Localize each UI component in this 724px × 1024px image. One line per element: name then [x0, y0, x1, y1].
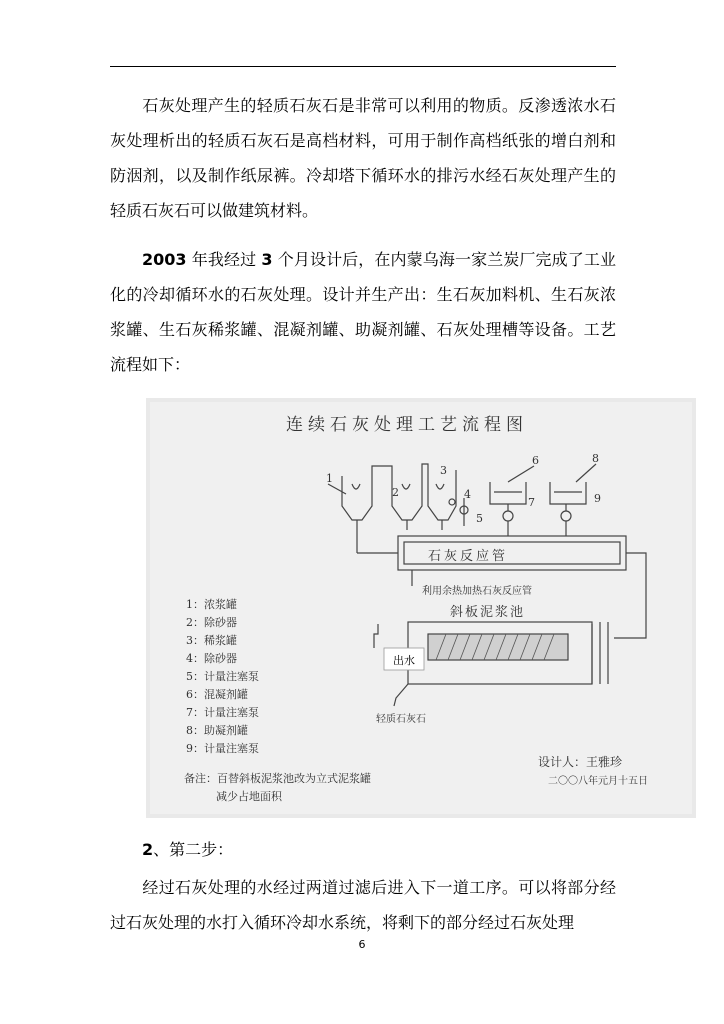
number-2: 2 — [392, 486, 399, 499]
legend-2: 2：除砂器 — [186, 616, 237, 629]
paragraph-project — [110, 242, 616, 382]
legend-6: 6：混凝剂罐 — [186, 688, 248, 701]
number-4: 4 — [464, 488, 471, 501]
paragraph-step-two — [110, 870, 616, 940]
paragraph-2a-text: 年我经过 — [186, 250, 262, 269]
design-date: 二〇〇八年元月十五日 — [548, 776, 648, 787]
tank-label: 斜板泥浆池 — [450, 605, 526, 620]
legend-3: 3：稀浆罐 — [186, 634, 237, 647]
inclined-plates — [428, 634, 568, 660]
legend-4: 4：除砂器 — [186, 652, 237, 665]
remark-line-1: 备注：百替斜板泥浆池改为立式泥浆罐 — [184, 772, 371, 785]
header-rule — [110, 66, 616, 67]
paragraph-2b-text: 个月设计后，在内蒙乌海一家兰炭厂完成了工业化的冷却循环水的石灰处理。设计并生产出：生石灰加料机、生石灰浓浆罐、生石灰稀浆罐、混凝剂罐、助凝剂罐、石灰处理槽等设备。工艺流程如下： — [110, 250, 616, 374]
year-text: 2003 — [142, 250, 187, 269]
page-number: 6 — [358, 938, 366, 951]
number-6: 6 — [532, 454, 539, 467]
legend-9: 9：计量注塞泵 — [186, 742, 259, 755]
number-9: 9 — [594, 492, 601, 505]
diagram-title: 连续石灰处理工艺流程图 — [286, 415, 528, 435]
remark-line-2: 减少占地面积 — [216, 790, 282, 803]
reactor-label: 石灰反应管 — [428, 549, 509, 564]
flow-diagram-svg — [146, 398, 696, 818]
step-heading — [142, 832, 233, 867]
legend-7: 7：计量注塞泵 — [186, 706, 259, 719]
step-title: 、第二步： — [153, 840, 234, 859]
paragraph-lime-byproduct — [110, 88, 616, 228]
outlet-label: 出水 — [393, 654, 415, 667]
step-number: 2 — [142, 840, 154, 859]
sludge-label: 轻质石灰石 — [376, 714, 426, 725]
number-8: 8 — [592, 452, 599, 465]
legend-1: 1：浓浆罐 — [186, 598, 237, 611]
process-flow-diagram — [146, 398, 696, 818]
number-7: 7 — [528, 496, 535, 509]
paragraph-1-text: 石灰处理产生的轻质石灰石是非常可以利用的物质。反渗透浓水石灰处理析出的轻质石灰石是高档材料，可用于制作高档纸张的增白剂和防洇剂，以及制作纸尿裤。冷却塔下循环水的排污水经石灰处理产生的轻质石灰石可以做建筑材料。 — [110, 96, 616, 220]
number-5: 5 — [476, 512, 483, 525]
paragraph-3-text: 经过石灰处理的水经过两道过滤后进入下一道工序。可以将部分经过石灰处理的水打入循环冷却水系统，将剩下的部分经过石灰处理 — [110, 878, 616, 932]
number-1: 1 — [326, 472, 333, 485]
designer: 设计人：王雅珍 — [538, 755, 623, 769]
legend-8: 8：助凝剂罐 — [186, 724, 248, 737]
heat-note: 利用余热加热石灰反应管 — [422, 586, 532, 597]
number-3: 3 — [440, 464, 447, 477]
legend-5: 5：计量注塞泵 — [186, 670, 259, 683]
months-text: 3 — [261, 250, 273, 269]
